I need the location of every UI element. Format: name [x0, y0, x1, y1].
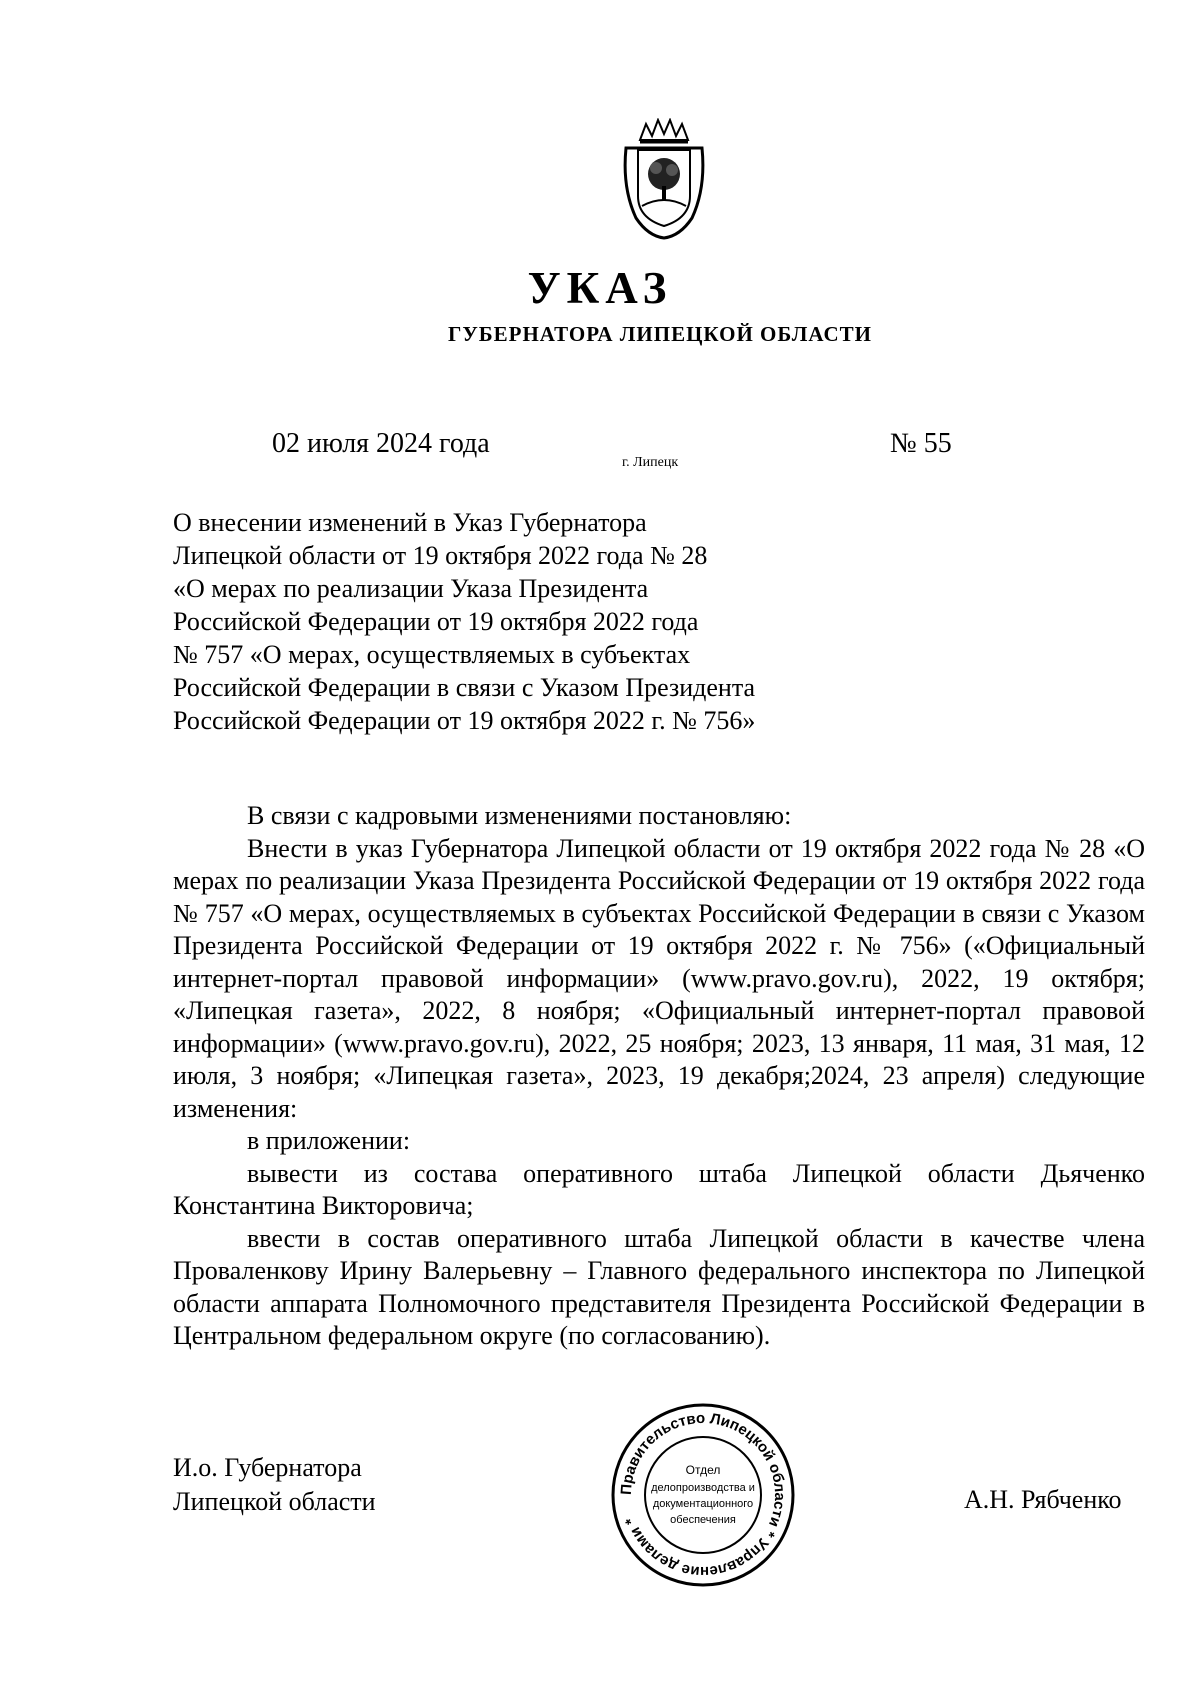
heading-line: Липецкой области от 19 октября 2022 года № 28 [173, 541, 708, 570]
heading-line: Российской Федерации в связи с Указом Президента [173, 673, 756, 702]
document-title: УКАЗ [527, 263, 673, 313]
body-paragraph: В связи с кадровыми изменениями постановляю: [247, 801, 792, 830]
stamp-inner-line: Отдел [685, 1463, 721, 1477]
document-city: г. Липецк [622, 455, 679, 470]
document-number: № 55 [890, 428, 952, 459]
signatory-name: А.Н. Рябченко [964, 1485, 1122, 1514]
document-heading [173, 506, 893, 737]
body-paragraph: в приложении: [247, 1126, 411, 1155]
heading-line: Российской Федерации от 19 октября 2022 г. № 756» [173, 706, 756, 735]
heading-line: Российской Федерации от 19 октября 2022 года [173, 607, 699, 636]
signatory-position [173, 1451, 376, 1519]
document-body [173, 800, 1145, 1353]
signatory-position-line: Липецкой области [173, 1487, 376, 1516]
body-paragraph: Внести в указ Губернатора Липецкой области от 19 октября 2022 года № 28 «О мерах по реализации Указа Президента Российской Федерации от 19 октября 2022 года № 757 «О мерах, осуществляемых в субъектах Российской Федерации в связи с Указом Президента Российской Федерации от 19 октября 2022 г. № 756» («Официальный интернет-портал правовой информации» (www.pravo.gov.ru), 2022, 19 октября; «Липецкая газета», 2022, 8 ноября; «Официальный интернет-портал правовой информации» (www.pravo.gov.ru), 2022, 25 ноября; 2023, 13 января, 11 мая, 31 мая, 12 июля, 3 ноября; «Липецкая газета», 2023, 19 декабря;2024, 23 апреля) следующие изменения: [173, 833, 1145, 1123]
heading-line: «О мерах по реализации Указа Президента [173, 574, 649, 603]
svg-text:Правительство Липецкой области [618, 1410, 788, 1580]
body-paragraph: вывести из состава оперативного штаба Липецкой области Дьяченко Константина Викторовича; [173, 1158, 1145, 1220]
body-paragraph: ввести в состав оперативного штаба Липецкой области в качестве члена Проваленкову Ирину Валерьевну – Главного федерального инспектора по Липецкой области аппарата Полномочного представителя Президента Российской Федерации в Центральном федеральном округе (по согласованию). [173, 1223, 1145, 1350]
official-stamp [610, 1402, 796, 1588]
stamp-inner-line: документационного [652, 1498, 754, 1510]
heading-line: № 757 «О мерах, осуществляемых в субъектах [173, 640, 691, 669]
signatory-position-line: И.о. Губернатора [173, 1453, 362, 1482]
stamp-inner-line: делопроизводства и [651, 1482, 755, 1494]
stamp-outer-text: Правительство Липецкой области * Управление делами * [617, 1409, 789, 1581]
stamp-inner-line: обеспечения [670, 1514, 736, 1526]
document-subtitle: ГУБЕРНАТОРА ЛИПЕЦКОЙ ОБЛАСТИ [447, 322, 873, 346]
coat-of-arms-icon [618, 118, 710, 240]
document-date: 02 июля 2024 года [272, 428, 490, 459]
heading-line: О внесении изменений в Указ Губернатора [173, 508, 647, 537]
